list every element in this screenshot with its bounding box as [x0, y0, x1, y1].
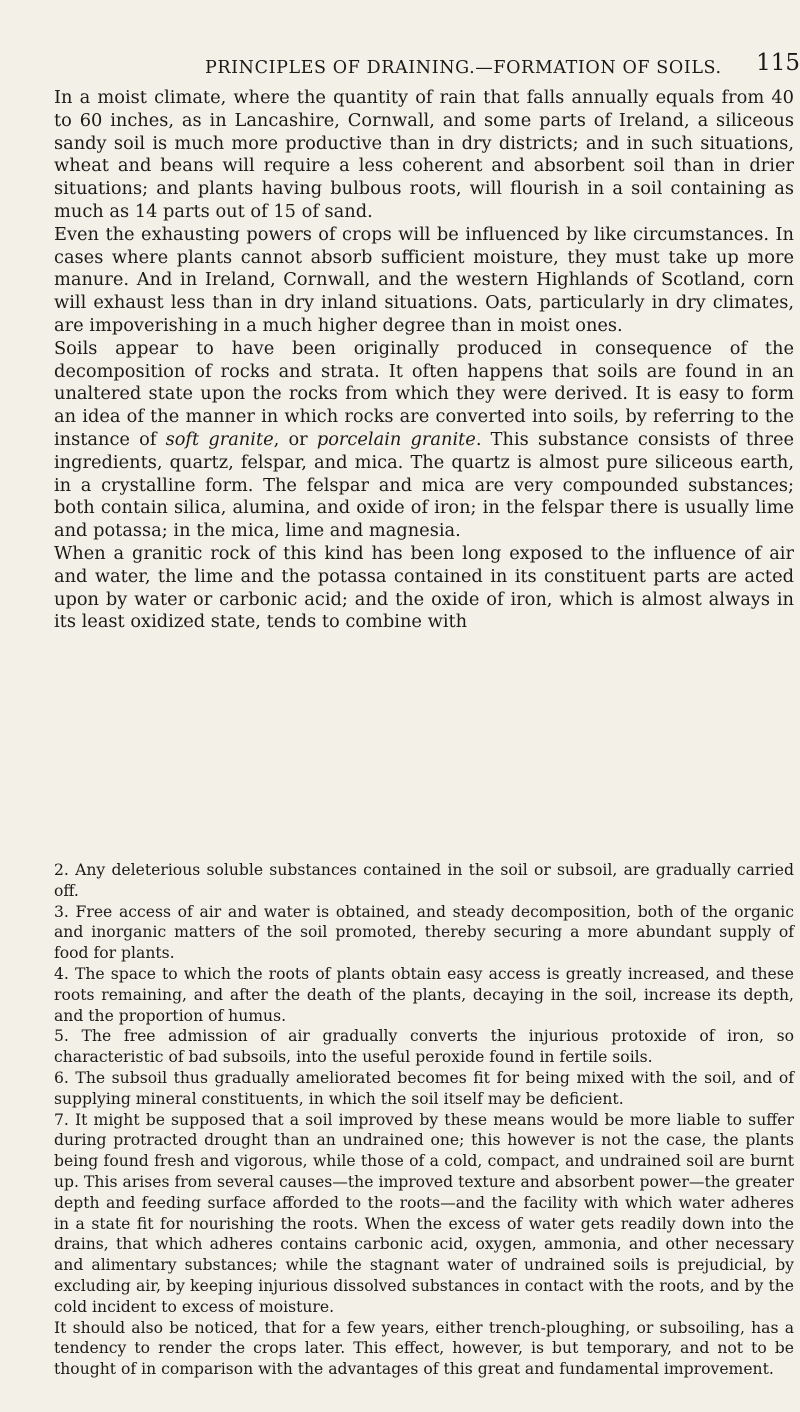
list-item-6: 6. The subsoil thus gradually ameliorated becomes fit for being mixed with the soil, and of supplying mineral constituents, in which the soil itself may be deficient. — [54, 1068, 794, 1108]
page-number: 115 — [756, 50, 800, 76]
benefits-list — [54, 860, 794, 1380]
list-item-3: 3. Free access of air and water is obtained, and steady decomposition, both of the organic and inorganic matters of the soil promoted, thereby securing a more abundant supply of food for plants. — [54, 902, 794, 963]
paragraph-soil-origin — [54, 338, 794, 543]
term-porcelain-granite: porcelain granite — [316, 428, 476, 450]
closing-paragraph: It should also be noticed, that for a few years, either trench-ploughing, or subsoiling, has a tendency to render the crops later. This effect, however, is but temporary, and not to be thought of in comparison with the advantages of this great and fundamental improvement. — [54, 1318, 794, 1379]
page-header — [55, 50, 800, 80]
soil-origin-text-3: . This substance consists of three ingredients, quartz, felspar, and mica. The quartz is almost pure siliceous earth, in a crystalline form. The felspar and mica are very compounded substances; both contain silica, alumina, and oxide of iron; in the felspar there is usually lime and potassa; in the mica, lime and magnesia. — [54, 428, 794, 542]
paragraph-exhausting-powers: Even the exhausting powers of crops will be influenced by like circumstances. In cases where plants cannot absorb sufficient moisture, they must take up more manure. And in Ireland, Cornwall, and the western Highlands of Scotland, corn will exhaust less than in dry inland situations. Oats, particularly in dry climates, are impoverishing in a much higher degree than in moist ones. — [54, 223, 794, 336]
list-item-5: 5. The free admission of air gradually converts the injurious protoxide of iron, so characteristic of bad subsoils, into the useful peroxide found in fertile soils. — [54, 1027, 794, 1067]
running-head: PRINCIPLES OF DRAINING.—FORMATION OF SOILS. — [205, 58, 722, 78]
soil-origin-text-2: , or — [273, 428, 317, 450]
paragraph-granitic-rock: When a granitic rock of this kind has been long exposed to the influence of air and water, the lime and the potassa contained in its constituent parts are acted upon by water or carbonic acid; and the oxide of iron, which is almost always in its least oxidized state, tends to combine with — [54, 542, 794, 633]
list-item-4: 4. The space to which the roots of plants obtain easy access is greatly increased, and these roots remaining, and after the death of the plants, decaying in the soil, increase its depth, and the proportion of humus. — [54, 964, 794, 1025]
term-soft-granite: soft granite — [165, 428, 274, 450]
list-item-2: 2. Any deleterious soluble substances contained in the soil or subsoil, are gradually carried off. — [54, 861, 794, 900]
paragraph-moist-climate: In a moist climate, where the quantity of rain that falls annually equals from 40 to 60 inches, as in Lancashire, Cornwall, and some parts of Ireland, a siliceous sandy soil is much more productive than in dry districts; and in such situations, wheat and beans will require a less coherent and absorbent soil than in drier situations; and plants having bulbous roots, will flourish in a soil containing as much as 14 parts out of 15 of sand. — [54, 87, 794, 222]
soil-origin-text-1: Soils appear to have been originally produced in consequence of the decomposition of rocks and strata. It often happens that soils are found in an unaltered state upon the rocks from which they were derived. It is easy to form an idea of the manner in which rocks are converted into soils, by referring to the instance of — [54, 337, 794, 450]
main-text — [54, 87, 794, 634]
list-item-7: 7. It might be supposed that a soil improved by these means would be more liable to suffer during protracted drought than an undrained one; this however is not the case, the plants being found fresh and vigorous, while those of a cold, compact, and undrained soil are burnt up. This arises from several causes—the improved texture and absorbent power—the greater depth and feeding surface afforded to the roots—and the facility with which water adheres in a state fit for nourishing the roots. When the excess of water gets readily down into the drains, that which adheres contains carbonic acid, oxygen, ammonia, and other necessary and alimentary substances; while the stagnant water of undrained soils is prejudicial, by excluding air, by keeping injurious dissolved substances in contact with the roots, and by the cold incident to excess of moisture. — [54, 1110, 794, 1316]
